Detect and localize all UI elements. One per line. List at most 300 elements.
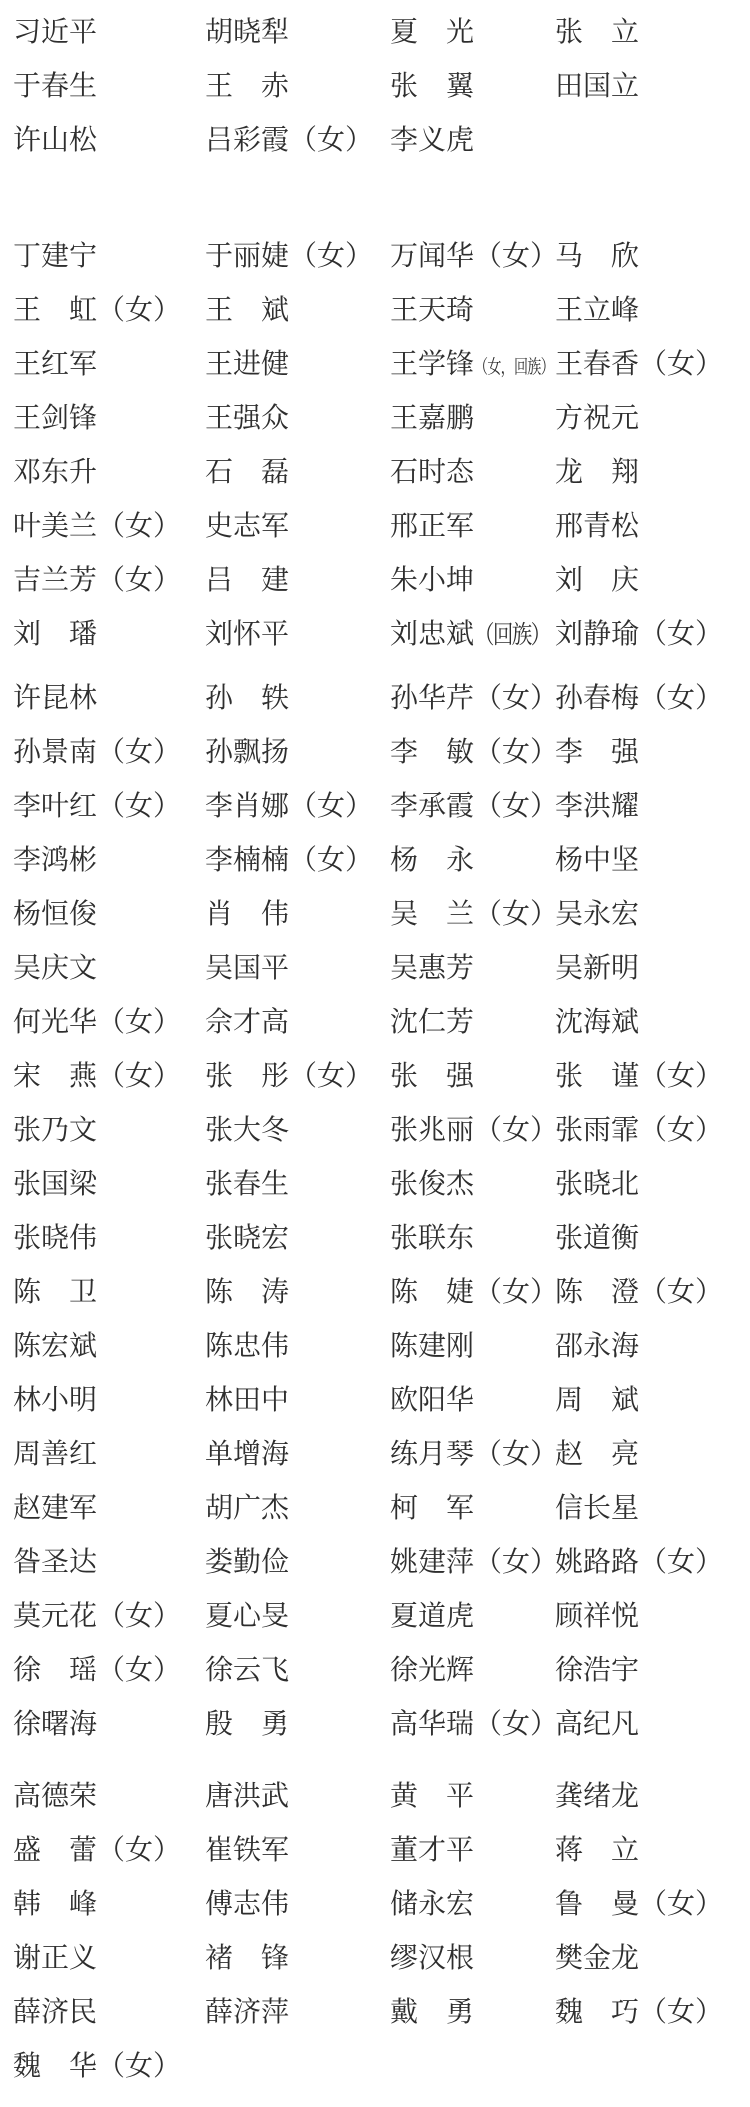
person-name: 徐曙海	[13, 1709, 98, 1740]
name-row	[0, 1104, 750, 1158]
person-name: 沈仁芳	[390, 1007, 475, 1038]
name-entry	[13, 554, 181, 608]
name-row	[0, 1212, 750, 1266]
name-entry	[555, 230, 639, 284]
name-entry	[390, 500, 474, 554]
name-entry	[555, 1770, 639, 1824]
name-entry	[390, 726, 558, 780]
name-entry	[390, 6, 474, 60]
name-entry	[205, 114, 373, 168]
person-name: 赵建军	[13, 1493, 98, 1524]
name-entry	[13, 1698, 97, 1752]
person-name: 刘忠斌	[390, 619, 475, 650]
person-name: 朱小坤	[390, 565, 475, 596]
name-entry	[13, 1320, 97, 1374]
person-name: 王学锋	[390, 349, 475, 380]
person-name: 昝圣达	[13, 1547, 98, 1578]
person-name: 张 谨（女）	[555, 1061, 724, 1092]
person-name: 佘才高	[205, 1007, 290, 1038]
person-name: 于丽婕（女）	[205, 241, 374, 272]
gender-ethnicity-tag: （回族）	[474, 622, 550, 649]
person-name: 田国立	[555, 71, 640, 102]
person-name: 姚建萍（女）	[390, 1547, 559, 1578]
name-row	[0, 1878, 750, 1932]
person-name: 王红军	[13, 349, 98, 380]
person-name: 褚 锋	[205, 1943, 290, 1974]
person-name: 王剑锋	[13, 403, 98, 434]
name-entry	[555, 554, 639, 608]
name-entry	[205, 1266, 289, 1320]
person-name: 于春生	[13, 71, 98, 102]
name-entry	[205, 1104, 289, 1158]
name-entry	[555, 780, 639, 834]
name-entry	[13, 6, 97, 60]
person-name: 李鸿彬	[13, 845, 98, 876]
person-name: 徐云飞	[205, 1655, 290, 1686]
name-row	[0, 996, 750, 1050]
person-name: 单增海	[205, 1439, 290, 1470]
person-name: 孙春梅（女）	[555, 683, 724, 714]
name-entry	[13, 1374, 97, 1428]
name-entry	[555, 446, 639, 500]
name-entry	[13, 2040, 181, 2094]
name-entry	[390, 392, 474, 446]
person-name: 张 立	[555, 17, 640, 48]
name-entry	[555, 392, 639, 446]
person-name: 蒋 立	[555, 1835, 640, 1866]
person-name: 许山松	[13, 125, 98, 156]
person-name: 顾祥悦	[555, 1601, 640, 1632]
name-entry	[13, 1050, 181, 1104]
name-entry	[390, 1212, 474, 1266]
name-entry	[555, 284, 639, 338]
name-entry	[390, 608, 566, 663]
name-entry	[390, 1986, 474, 2040]
name-entry	[13, 608, 97, 662]
person-name: 王立峰	[555, 295, 640, 326]
name-entry	[205, 942, 289, 996]
name-entry	[13, 1212, 97, 1266]
person-name: 王春香（女）	[555, 349, 724, 380]
person-name: 柯 军	[390, 1493, 475, 1524]
person-name: 周 斌	[555, 1385, 640, 1416]
person-name: 刘 璠	[13, 619, 98, 650]
person-name: 王强众	[205, 403, 290, 434]
person-name: 盛 蕾（女）	[13, 1835, 182, 1866]
name-entry	[205, 1428, 289, 1482]
person-name: 杨 永	[390, 845, 475, 876]
person-name: 邓东升	[13, 457, 98, 488]
person-name: 信长星	[555, 1493, 640, 1524]
name-row	[0, 1770, 750, 1824]
name-entry	[390, 1824, 474, 1878]
name-entry	[13, 1104, 97, 1158]
person-name: 林田中	[205, 1385, 290, 1416]
person-name: 谢正义	[13, 1943, 98, 1974]
name-entry	[390, 780, 558, 834]
name-entry	[555, 996, 639, 1050]
person-name: 魏 巧（女）	[555, 1997, 724, 2028]
person-name: 杨恒俊	[13, 899, 98, 930]
person-name: 万闻华（女）	[390, 241, 559, 272]
person-name: 吴永宏	[555, 899, 640, 930]
person-name: 张国梁	[13, 1169, 98, 1200]
person-name: 莫元花（女）	[13, 1601, 182, 1632]
name-entry	[205, 1536, 289, 1590]
person-name: 邢青松	[555, 511, 640, 542]
name-entry	[205, 1482, 289, 1536]
name-row	[0, 554, 750, 608]
name-entry	[555, 500, 639, 554]
name-entry	[205, 1050, 373, 1104]
name-entry	[205, 500, 289, 554]
name-entry	[205, 554, 289, 608]
name-entry	[205, 338, 289, 392]
person-name: 刘 庆	[555, 565, 640, 596]
person-name: 沈海斌	[555, 1007, 640, 1038]
name-entry	[390, 1878, 474, 1932]
name-row	[0, 1050, 750, 1104]
person-name: 陈 澄（女）	[555, 1277, 724, 1308]
name-entry	[205, 284, 289, 338]
person-name: 习近平	[13, 17, 98, 48]
name-entry	[555, 834, 639, 888]
name-row	[0, 672, 750, 726]
person-name: 陈 涛	[205, 1277, 290, 1308]
name-entry	[555, 1482, 639, 1536]
person-name: 吕彩霞（女）	[205, 125, 374, 156]
name-entry	[390, 1266, 558, 1320]
name-row	[0, 230, 750, 284]
person-name: 孙 轶	[205, 683, 290, 714]
name-entry	[555, 726, 639, 780]
name-entry	[13, 338, 97, 392]
person-name: 龙 翔	[555, 457, 640, 488]
person-name: 徐浩宇	[555, 1655, 640, 1686]
person-name: 李 敏（女）	[390, 737, 559, 768]
name-entry	[205, 834, 373, 888]
name-entry	[13, 942, 97, 996]
name-entry	[205, 608, 289, 662]
person-name: 肖 伟	[205, 899, 290, 930]
person-name: 刘静瑜（女）	[555, 619, 724, 650]
name-entry	[205, 780, 373, 834]
name-row	[0, 392, 750, 446]
person-name: 吴新明	[555, 953, 640, 984]
person-name: 陈建刚	[390, 1331, 475, 1362]
person-name: 马 欣	[555, 241, 640, 272]
person-name: 王天琦	[390, 295, 475, 326]
person-name: 许昆林	[13, 683, 98, 714]
name-entry	[205, 1212, 289, 1266]
person-name: 魏 华（女）	[13, 2051, 182, 2082]
name-entry	[13, 1266, 97, 1320]
person-name: 李洪耀	[555, 791, 640, 822]
person-name: 唐洪武	[205, 1781, 290, 1812]
person-name: 刘怀平	[205, 619, 290, 650]
name-entry	[390, 1770, 474, 1824]
person-name: 鲁 曼（女）	[555, 1889, 724, 1920]
name-row	[0, 60, 750, 114]
name-list	[0, 6, 750, 2094]
person-name: 李肖娜（女）	[205, 791, 374, 822]
person-name: 李叶红（女）	[13, 791, 182, 822]
name-section	[0, 1770, 750, 2094]
name-row	[0, 284, 750, 338]
name-row	[0, 608, 750, 662]
person-name: 练月琴（女）	[390, 1439, 559, 1470]
name-entry	[13, 1824, 181, 1878]
name-row	[0, 942, 750, 996]
name-entry	[390, 672, 558, 726]
name-row	[0, 1986, 750, 2040]
name-entry	[390, 114, 474, 168]
person-name: 张 彤（女）	[205, 1061, 374, 1092]
person-name: 胡广杰	[205, 1493, 290, 1524]
name-entry	[390, 1104, 558, 1158]
person-name: 欧阳华	[390, 1385, 475, 1416]
name-entry	[13, 780, 181, 834]
name-entry	[13, 230, 97, 284]
name-entry	[205, 1770, 289, 1824]
person-name: 徐光辉	[390, 1655, 475, 1686]
person-name: 戴 勇	[390, 1997, 475, 2028]
name-row	[0, 726, 750, 780]
name-entry	[555, 1428, 639, 1482]
name-entry	[13, 888, 97, 942]
person-name: 张大冬	[205, 1115, 290, 1146]
name-row	[0, 1698, 750, 1752]
person-name: 张乃文	[13, 1115, 98, 1146]
name-section	[0, 6, 750, 168]
name-section	[0, 230, 750, 662]
person-name: 张 强	[390, 1061, 475, 1092]
name-entry	[555, 1050, 723, 1104]
name-entry	[390, 1932, 474, 1986]
name-entry	[205, 1374, 289, 1428]
person-name: 孙景南（女）	[13, 737, 182, 768]
person-name: 王 虹（女）	[13, 295, 182, 326]
name-entry	[13, 60, 97, 114]
name-entry	[555, 1644, 639, 1698]
person-name: 方祝元	[555, 403, 640, 434]
person-name: 吴 兰（女）	[390, 899, 559, 930]
person-name: 龚绪龙	[555, 1781, 640, 1812]
person-name: 黄 平	[390, 1781, 475, 1812]
name-row	[0, 1374, 750, 1428]
person-name: 夏 光	[390, 17, 475, 48]
name-entry	[205, 1590, 289, 1644]
name-entry	[13, 996, 181, 1050]
person-name: 张道衡	[555, 1223, 640, 1254]
person-name: 张兆丽（女）	[390, 1115, 559, 1146]
name-entry	[13, 1770, 97, 1824]
person-name: 张晓伟	[13, 1223, 98, 1254]
name-row	[0, 500, 750, 554]
name-row	[0, 338, 750, 392]
name-entry	[13, 284, 181, 338]
person-name: 吴庆文	[13, 953, 98, 984]
person-name: 殷 勇	[205, 1709, 290, 1740]
person-name: 高华瑞（女）	[390, 1709, 559, 1740]
name-entry	[390, 834, 474, 888]
name-entry	[205, 6, 289, 60]
name-entry	[13, 1932, 97, 1986]
person-name: 王嘉鹏	[390, 403, 475, 434]
name-entry	[390, 888, 558, 942]
name-entry	[390, 1050, 474, 1104]
person-name: 杨中坚	[555, 845, 640, 876]
name-entry	[390, 60, 474, 114]
name-entry	[205, 996, 289, 1050]
name-row	[0, 1824, 750, 1878]
name-entry	[390, 1428, 558, 1482]
name-entry	[555, 1932, 639, 1986]
person-name: 孙飘扬	[205, 737, 290, 768]
name-entry	[205, 230, 373, 284]
name-entry	[555, 1824, 639, 1878]
person-name: 吴国平	[205, 953, 290, 984]
name-row	[0, 1158, 750, 1212]
name-entry	[13, 1878, 97, 1932]
person-name: 邵永海	[555, 1331, 640, 1362]
name-row	[0, 1644, 750, 1698]
person-name: 李 强	[555, 737, 640, 768]
name-entry	[390, 1590, 474, 1644]
name-entry	[205, 888, 289, 942]
name-entry	[390, 1374, 474, 1428]
person-name: 石时态	[390, 457, 475, 488]
name-entry	[205, 1878, 289, 1932]
person-name: 夏心旻	[205, 1601, 290, 1632]
name-entry	[555, 1158, 639, 1212]
person-name: 吴惠芳	[390, 953, 475, 984]
name-entry	[555, 1320, 639, 1374]
name-entry	[205, 1644, 289, 1698]
name-entry	[205, 392, 289, 446]
name-entry	[13, 1986, 97, 2040]
name-row	[0, 1266, 750, 1320]
name-entry	[13, 1536, 97, 1590]
person-name: 韩 峰	[13, 1889, 98, 1920]
name-row	[0, 1932, 750, 1986]
name-entry	[390, 1698, 558, 1752]
person-name: 张 翼	[390, 71, 475, 102]
name-entry	[390, 1644, 474, 1698]
name-row	[0, 6, 750, 60]
name-entry	[205, 1932, 289, 1986]
name-entry	[555, 888, 639, 942]
name-entry	[390, 230, 558, 284]
person-name: 陈 婕（女）	[390, 1277, 559, 1308]
name-entry	[13, 1482, 97, 1536]
name-entry	[205, 1986, 289, 2040]
person-name: 丁建宁	[13, 241, 98, 272]
name-entry	[390, 1158, 474, 1212]
name-entry	[555, 608, 723, 662]
name-entry	[555, 1878, 723, 1932]
person-name: 樊金龙	[555, 1943, 640, 1974]
person-name: 张联东	[390, 1223, 475, 1254]
name-entry	[390, 996, 474, 1050]
name-row	[0, 888, 750, 942]
person-name: 储永宏	[390, 1889, 475, 1920]
name-entry	[13, 1158, 97, 1212]
name-entry	[13, 834, 97, 888]
name-row	[0, 780, 750, 834]
name-entry	[205, 726, 289, 780]
name-row	[0, 1536, 750, 1590]
name-entry	[13, 726, 181, 780]
person-name: 吉兰芳（女）	[13, 565, 182, 596]
name-row	[0, 1482, 750, 1536]
name-entry	[555, 1590, 639, 1644]
name-entry	[390, 1320, 474, 1374]
person-name: 薛济民	[13, 1997, 98, 2028]
person-name: 张晓北	[555, 1169, 640, 1200]
name-entry	[13, 1428, 97, 1482]
name-entry	[13, 500, 181, 554]
person-name: 邢正军	[390, 511, 475, 542]
person-name: 姚路路（女）	[555, 1547, 724, 1578]
person-name: 周善红	[13, 1439, 98, 1470]
name-entry	[555, 672, 723, 726]
name-entry	[205, 446, 289, 500]
person-name: 王 斌	[205, 295, 290, 326]
name-entry	[555, 1536, 723, 1590]
person-name: 胡晓犁	[205, 17, 290, 48]
person-name: 吕 建	[205, 565, 290, 596]
person-name: 陈 卫	[13, 1277, 98, 1308]
person-name: 宋 燕（女）	[13, 1061, 182, 1092]
name-entry	[555, 60, 639, 114]
person-name: 高德荣	[13, 1781, 98, 1812]
name-entry	[555, 1374, 639, 1428]
name-row	[0, 1428, 750, 1482]
name-entry	[13, 446, 97, 500]
name-entry	[555, 1986, 723, 2040]
name-entry	[205, 1320, 289, 1374]
person-name: 李承霞（女）	[390, 791, 559, 822]
person-name: 娄勤俭	[205, 1547, 290, 1578]
name-row	[0, 114, 750, 168]
person-name: 叶美兰（女）	[13, 511, 182, 542]
name-entry	[390, 1536, 558, 1590]
name-entry	[555, 1266, 723, 1320]
name-entry	[13, 672, 97, 726]
name-entry	[390, 338, 582, 395]
name-entry	[13, 392, 97, 446]
person-name: 徐 瑶（女）	[13, 1655, 182, 1686]
name-entry	[13, 114, 97, 168]
person-name: 林小明	[13, 1385, 98, 1416]
person-name: 孙华芹（女）	[390, 683, 559, 714]
person-name: 陈宏斌	[13, 1331, 98, 1362]
person-name: 李楠楠（女）	[205, 845, 374, 876]
person-name: 傅志伟	[205, 1889, 290, 1920]
name-entry	[555, 338, 723, 392]
name-entry	[555, 1698, 639, 1752]
name-entry	[555, 942, 639, 996]
person-name: 陈忠伟	[205, 1331, 290, 1362]
person-name: 张春生	[205, 1169, 290, 1200]
person-name: 董才平	[390, 1835, 475, 1866]
person-name: 薛济萍	[205, 1997, 290, 2028]
name-entry	[205, 1158, 289, 1212]
person-name: 夏道虎	[390, 1601, 475, 1632]
name-entry	[390, 284, 474, 338]
name-entry	[390, 1482, 474, 1536]
